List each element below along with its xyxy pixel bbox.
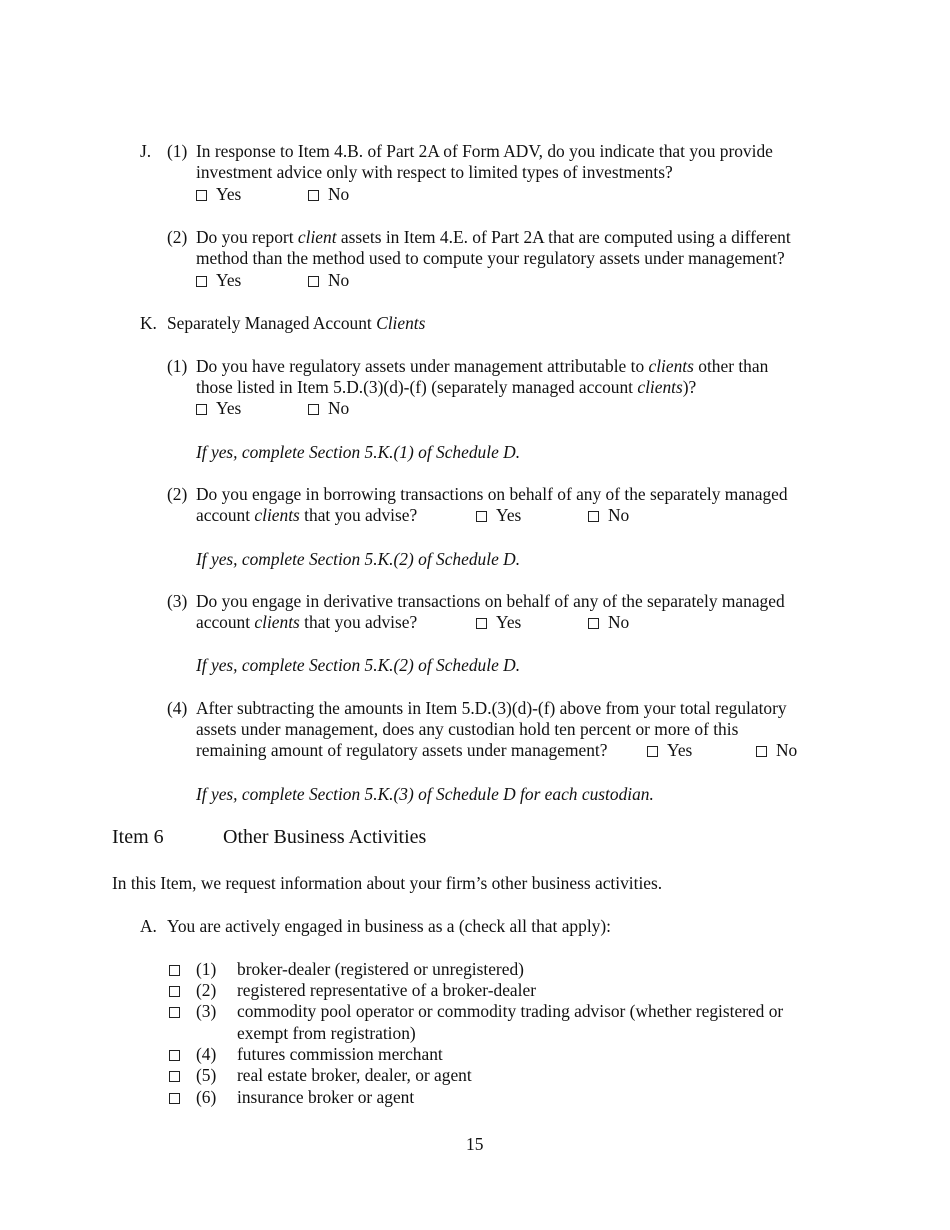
checkbox[interactable] — [308, 276, 319, 287]
k3-question-line2: account clients that you advise? — [196, 612, 418, 632]
k3-number: (3) — [167, 591, 188, 611]
option-4-label: futures commission merchant — [237, 1044, 443, 1064]
k1-yes-option[interactable]: Yes — [196, 398, 241, 420]
item6-intro: In this Item, we request information about your firm’s other business activities. — [112, 873, 663, 893]
checkbox[interactable] — [476, 511, 487, 522]
j1-yes-option[interactable]: Yes — [196, 184, 241, 206]
option-3-label: commodity pool operator or commodity trading advisor (whether registered or — [237, 1001, 784, 1021]
k4-question-line2: assets under management, does any custodian hold ten percent or more of this — [196, 719, 739, 739]
option-3-number: (3) — [196, 1001, 217, 1021]
option-5-number: (5) — [196, 1065, 217, 1085]
j1-question-line1: In response to Item 4.B. of Part 2A of Form ADV, do you indicate that you provide — [196, 141, 773, 161]
option-6-number: (6) — [196, 1087, 217, 1107]
k4-yes-option[interactable]: Yes — [647, 740, 692, 762]
option-1-number: (1) — [196, 959, 217, 979]
j1-question-line2: investment advice only with respect to limited types of investments? — [196, 162, 673, 182]
option-5-label: real estate broker, dealer, or agent — [237, 1065, 472, 1085]
option-4-number: (4) — [196, 1044, 217, 1064]
k2-question-line1: Do you engage in borrowing transactions on behalf of any of the separately managed — [196, 484, 788, 504]
option-6-label: insurance broker or agent — [237, 1087, 415, 1107]
checkbox[interactable] — [588, 511, 599, 522]
k1-no-option[interactable]: No — [308, 398, 349, 420]
k3-yes-option[interactable]: Yes — [476, 612, 521, 634]
option-2-checkbox[interactable] — [169, 980, 189, 1002]
k1-question-line2: those listed in Item 5.D.(3)(d)-(f) (separately managed account clients)? — [196, 377, 697, 397]
k4-no-option[interactable]: No — [756, 740, 797, 762]
k2-no-option[interactable]: No — [588, 505, 629, 527]
section-j-letter: J. — [140, 141, 152, 161]
item6-a-text: You are actively engaged in business as a (check all that apply): — [167, 916, 611, 936]
item6-a-letter: A. — [140, 916, 157, 936]
checkbox[interactable] — [169, 965, 180, 976]
option-3-checkbox[interactable] — [169, 1001, 189, 1023]
j2-question-line1: Do you report client assets in Item 4.E. of Part 2A that are computed using a different — [196, 227, 791, 247]
checkbox[interactable] — [647, 746, 658, 757]
j2-question-line2: method than the method used to compute your regulatory assets under management? — [196, 248, 785, 268]
k2-yes-option[interactable]: Yes — [476, 505, 521, 527]
option-5-checkbox[interactable] — [169, 1065, 189, 1087]
k4-number: (4) — [167, 698, 188, 718]
checkbox[interactable] — [476, 618, 487, 629]
k4-question-line3: remaining amount of regulatory assets under management? — [196, 740, 608, 760]
k1-question-line1: Do you have regulatory assets under management attributable to clients other than — [196, 356, 769, 376]
option-6-checkbox[interactable] — [169, 1087, 189, 1109]
checkbox[interactable] — [588, 618, 599, 629]
option-2-label: registered representative of a broker-dealer — [237, 980, 536, 1000]
k2-number: (2) — [167, 484, 188, 504]
item6-title: Other Business Activities — [223, 826, 427, 848]
k3-question-line1: Do you engage in derivative transactions on behalf of any of the separately managed — [196, 591, 785, 611]
k3-instruction-note: If yes, complete Section 5.K.(2) of Schedule D. — [196, 655, 521, 675]
j2-no-option[interactable]: No — [308, 270, 349, 292]
section-k-letter: K. — [140, 313, 157, 333]
checkbox[interactable] — [756, 746, 767, 757]
checkbox[interactable] — [196, 190, 207, 201]
checkbox[interactable] — [196, 276, 207, 287]
checkbox[interactable] — [169, 1093, 180, 1104]
option-1-checkbox[interactable] — [169, 959, 189, 981]
k1-instruction-note: If yes, complete Section 5.K.(1) of Schedule D. — [196, 442, 521, 462]
option-1-label: broker-dealer (registered or unregistered) — [237, 959, 524, 979]
k4-question-line1: After subtracting the amounts in Item 5.D.(3)(d)-(f) above from your total regulatory — [196, 698, 787, 718]
j2-number: (2) — [167, 227, 188, 247]
item6-label: Item 6 — [112, 826, 164, 848]
checkbox[interactable] — [308, 404, 319, 415]
page-number: 15 — [466, 1134, 484, 1154]
k2-instruction-note: If yes, complete Section 5.K.(2) of Schedule D. — [196, 549, 521, 569]
k4-instruction-note: If yes, complete Section 5.K.(3) of Schedule D for each custodian. — [196, 784, 654, 804]
checkbox[interactable] — [169, 986, 180, 997]
checkbox[interactable] — [169, 1050, 180, 1061]
j1-no-option[interactable]: No — [308, 184, 349, 206]
option-2-number: (2) — [196, 980, 217, 1000]
checkbox[interactable] — [196, 404, 207, 415]
checkbox[interactable] — [308, 190, 319, 201]
option-4-checkbox[interactable] — [169, 1044, 189, 1066]
k2-question-line2: account clients that you advise? — [196, 505, 418, 525]
j2-yes-option[interactable]: Yes — [196, 270, 241, 292]
j1-number: (1) — [167, 141, 188, 161]
checkbox[interactable] — [169, 1007, 180, 1018]
option-3-label-line2: exempt from registration) — [237, 1023, 416, 1043]
k3-no-option[interactable]: No — [588, 612, 629, 634]
checkbox[interactable] — [169, 1071, 180, 1082]
k1-number: (1) — [167, 356, 188, 376]
section-k-title: Separately Managed Account Clients — [167, 313, 426, 333]
